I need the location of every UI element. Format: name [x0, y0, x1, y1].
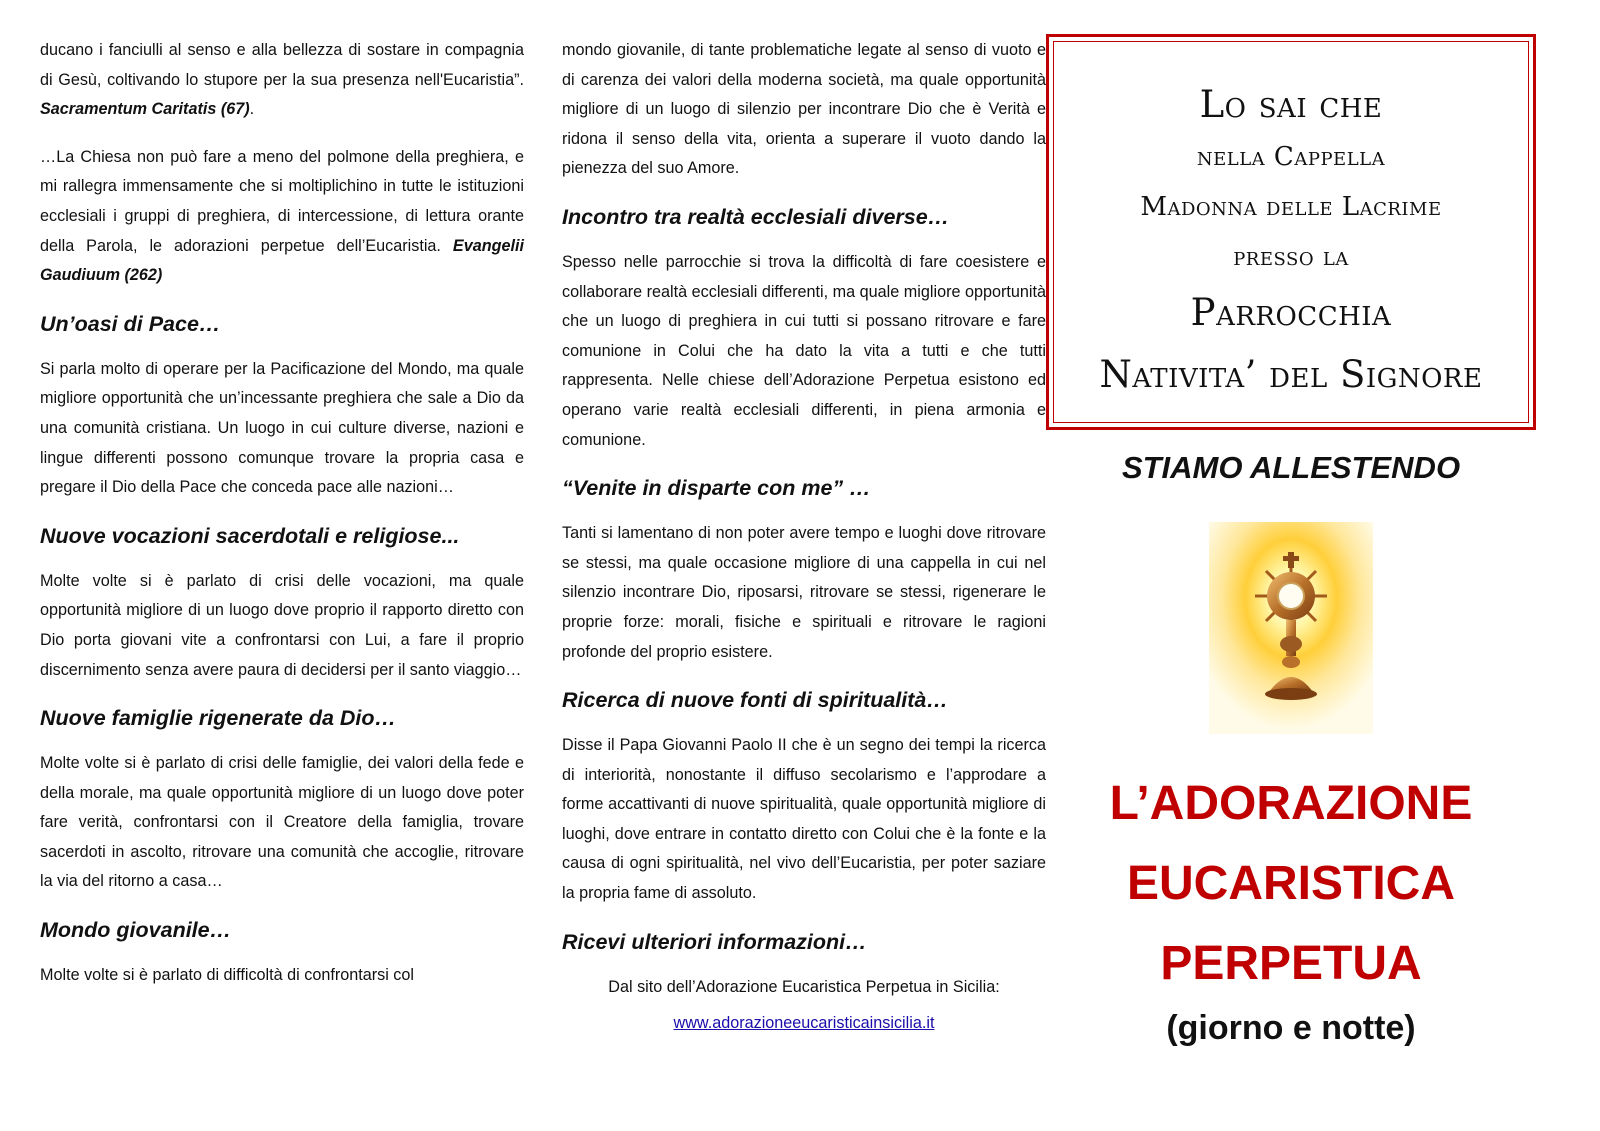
frame-line-4: presso la — [1233, 242, 1349, 272]
frame-line-1: Lo sai che — [1199, 83, 1383, 126]
link-wrap — [562, 1014, 1046, 1033]
frame-line-3: Madonna delle Lacrime — [1140, 192, 1442, 222]
column-left — [40, 36, 524, 1009]
monstrance-icon — [1209, 522, 1373, 734]
chiesa-text: …La Chiesa non può fare a meno del polmone della preghiera, e mi rallegra immensamente che si moltiplichino in tutte le istituzioni ecclesiali i gruppi di preghiera, di intercessione, di lettura orante della Parola, le adorazioni perpetue dell’Eucaristia. — [40, 147, 524, 255]
citation-evangelii: Evangelii Gaudiuum (262) — [40, 236, 524, 285]
frame-line-5: Parrocchia — [1190, 291, 1392, 334]
citation-sacramentum: Sacramentum Caritatis (67) — [40, 100, 250, 119]
paragraph-incontro: Spesso nelle parrocchie si trova la difficoltà di fare coesistere e collaborare realtà ecclesiali differenti, ma quale migliore opportunità che un luogo di preghiera in cui tutti si possano ritrovare e fare comunione in Colui che ha dato la vita a tutti e che tutti rappresenta. Nelle chiese dell’Adorazione Perpetua esistono ed operano varie realtà ecclesiali differenti, in piena armonia e comunione. — [562, 252, 1046, 449]
heading-ricerca: Ricerca di nuove fonti di spiritualità… — [562, 688, 948, 713]
heading-oasi: Un’oasi di Pace… — [40, 311, 221, 336]
paragraph-giovanile: Molte volte si è parlato di difficoltà di confrontarsi col — [40, 966, 414, 985]
subtitle-giorno-notte: (giorno e notte) — [1166, 1009, 1416, 1047]
heading-giovanile: Mondo giovanile… — [40, 918, 232, 943]
title-adorazione: L’ADORAZIONE — [1109, 777, 1473, 830]
paragraph-giovanile-cont: mondo giovanile, di tante problematiche legate al senso di vuoto e di carenza dei valori della moderna società, ma quale opportunità migliore di un luogo di silenzio per incontrare Dio che è Verità e ridona il senso della vita, orienta a superare il vuoto dando la pienezza del suo Amore. — [562, 41, 1046, 178]
frame-line-6: Nativita’ del Signore — [1099, 353, 1483, 396]
paragraph-famiglie: Molte volte si è parlato di crisi delle famiglie, dei valori della fede e della morale, ma quale opportunità migliore di un luogo dove poter fare verità, confrontarsi con il Creatore della famiglia, trovare sacerdoti in ascolto, ritrovare una comunità che accoglie, ritrovare la via del ritorno a casa… — [40, 754, 524, 891]
intro-text: ducano i fanciulli al senso e alla bellezza di sostare in compagnia di Gesù, coltivando lo stupore per la sua presenza nell'Eucaristia”. — [40, 41, 524, 89]
heading-venite: “Venite in disparte con me” … — [562, 476, 871, 501]
frame-line-2: nella Cappella — [1196, 142, 1386, 172]
column-right — [1046, 34, 1536, 1052]
title-perpetua: PERPETUA — [1160, 937, 1422, 990]
paragraph-venite: Tanti si lamentano di non poter avere tempo e luoghi dove ritrovare se stessi, ma quale occasione migliore di una cappella in cui nel silenzio incontrare Dio, riposarsi, ritrovare se stessi, rigenerare le proprie forze: morali, fisiche e spirituali e ritrovare le ragioni profonde del proprio esistere. — [562, 524, 1046, 661]
heading-incontro: Incontro tra realtà ecclesiali diverse… — [562, 204, 950, 229]
stiamo-allestendo: STIAMO ALLESTENDO — [1121, 450, 1461, 485]
paragraph-vocazioni: Molte volte si è parlato di crisi delle vocazioni, ma quale opportunità migliore di un luogo dove proprio il rapporto diretto con Dio porta giovani vite a confrontarsi con Lui, a fare il proprio discernimento senza avere paura di decidersi per il santo viaggio… — [40, 571, 524, 679]
info-frame — [1046, 34, 1536, 430]
column-middle — [562, 36, 1046, 1033]
paragraph-ricerca: Disse il Papa Giovanni Paolo II che è un segno dei tempi la ricerca di interiorità, nonostante il diffuso secolarismo e l’approdare a forme accattivanti di nuove spiritualità, quale opportunità migliore di luoghi, dove entrare in contatto diretto con Colui che è la fonte e la causa di ogni spiritualità, nel vivo dell’Eucaristia, per poter saziare la propria fame di assoluto. — [562, 736, 1046, 903]
paragraph-oasi: Si parla molto di operare per la Pacificazione del Mondo, ma quale migliore opportunità che un’incessante preghiera che sale a Dio da una comunità cristiana. Un luogo in cui culture diverse, nazioni e lingue differenti possono comunque trovare la propria casa e pregare il Dio della Pace che conceda pace alle nazioni… — [40, 359, 524, 497]
website-link[interactable]: www.adorazioneeucaristicainsicilia.it — [673, 1014, 935, 1033]
paragraph-chiesa — [40, 143, 524, 291]
heading-vocazioni: Nuove vocazioni sacerdotali e religiose... — [40, 523, 460, 548]
title-eucaristica: EUCARISTICA — [1126, 857, 1455, 910]
source-text: Dal sito dell’Adorazione Eucaristica Perpetua in Sicilia: — [608, 977, 1000, 996]
heading-famiglie: Nuove famiglie rigenerate da Dio… — [40, 706, 397, 731]
intro-end: . — [249, 100, 255, 119]
info-frame-inner — [1053, 41, 1529, 423]
paragraph-intro — [40, 36, 524, 125]
heading-info: Ricevi ulteriori informazioni… — [562, 929, 867, 954]
